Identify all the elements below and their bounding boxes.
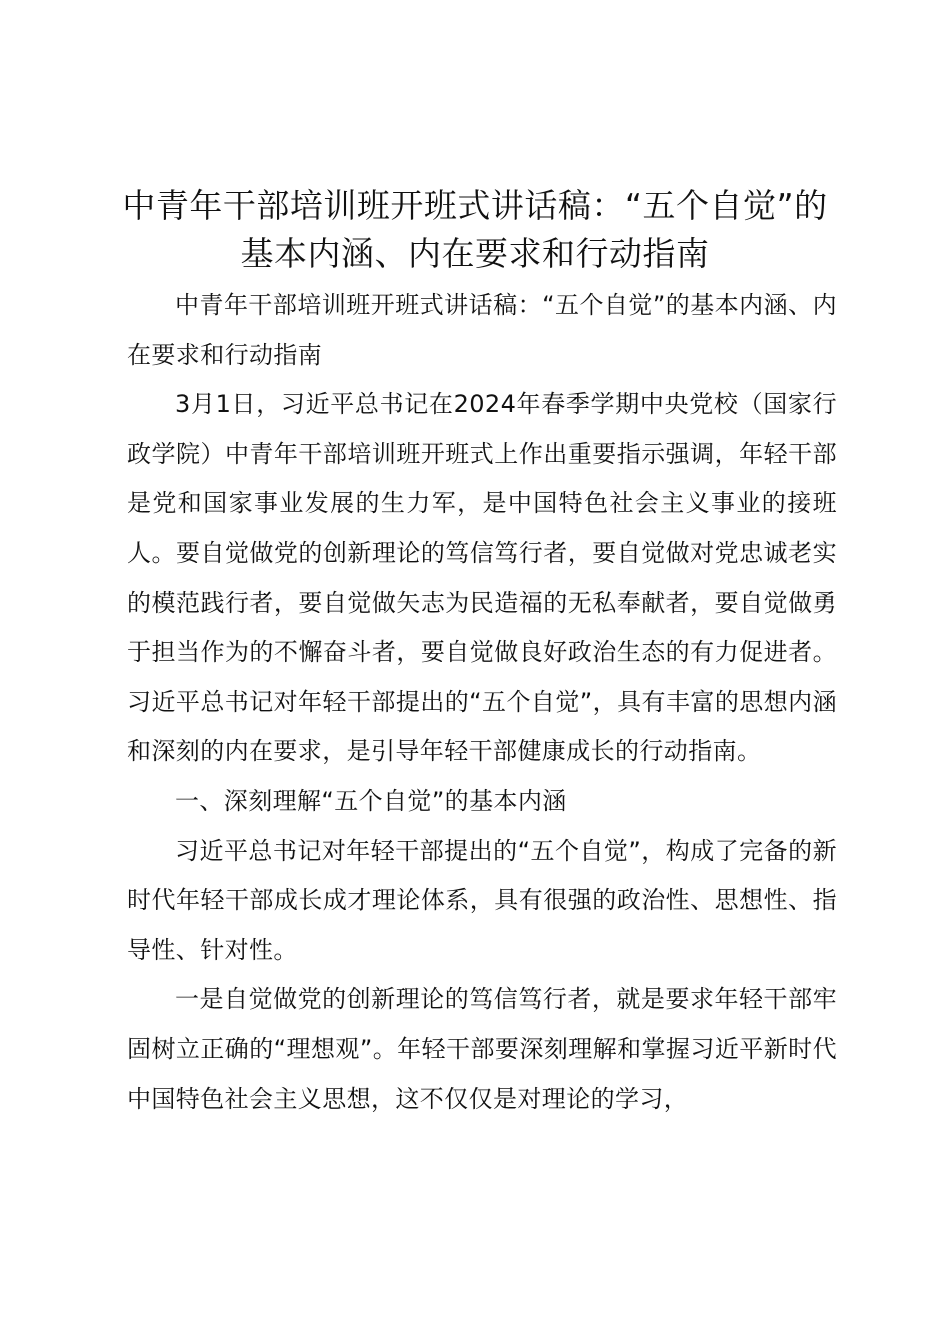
section-heading-basic-connotation: 一、深刻理解“五个自觉”的基本内涵 (175, 786, 567, 815)
paragraph-theory-system: 习近平总书记对年轻干部提出的“五个自觉”，构成了完备的新时代年轻干部成长成才理论体系，具有很强的政治性、思想性、指导性、针对性。 (127, 836, 837, 964)
paragraph-introduction: 3月1日，习近平总书记在2024年春季学期中央党校（国家行政学院）中青年干部培训班开班式上作出重要指示强调，年轻干部是党和国家事业发展的生力军，是中国特色社会主义事业的接班人。要自觉做党的创新理论的笃信笃行者，要自觉做对党忠诚老实的模范践行者，要自觉做矢志为民造福的无私奉献者，要自觉做勇于担当作为的不懈奋斗者，要自觉做良好政治生态的有力促进者。习近平总书记对年轻干部提出的“五个自觉”，具有丰富的思想内涵和深刻的内在要求，是引导年轻干部健康成长的行动指南。 (127, 390, 837, 766)
paragraph-repeated-title: 中青年干部培训班开班式讲话稿：“五个自觉”的基本内涵、内在要求和行动指南 (127, 291, 837, 369)
document-body (127, 281, 837, 1124)
document-title: 中青年干部培训班开班式讲话稿：“五个自觉”的基本内涵、内在要求和行动指南 (122, 186, 828, 273)
paragraph-first-point: 一是自觉做党的创新理论的笃信笃行者，就是要求年轻干部牢固树立正确的“理想观”。年轻干部要深刻理解和掌握习近平新时代中国特色社会主义思想，这不仅仅是对理论的学习， (127, 985, 837, 1113)
